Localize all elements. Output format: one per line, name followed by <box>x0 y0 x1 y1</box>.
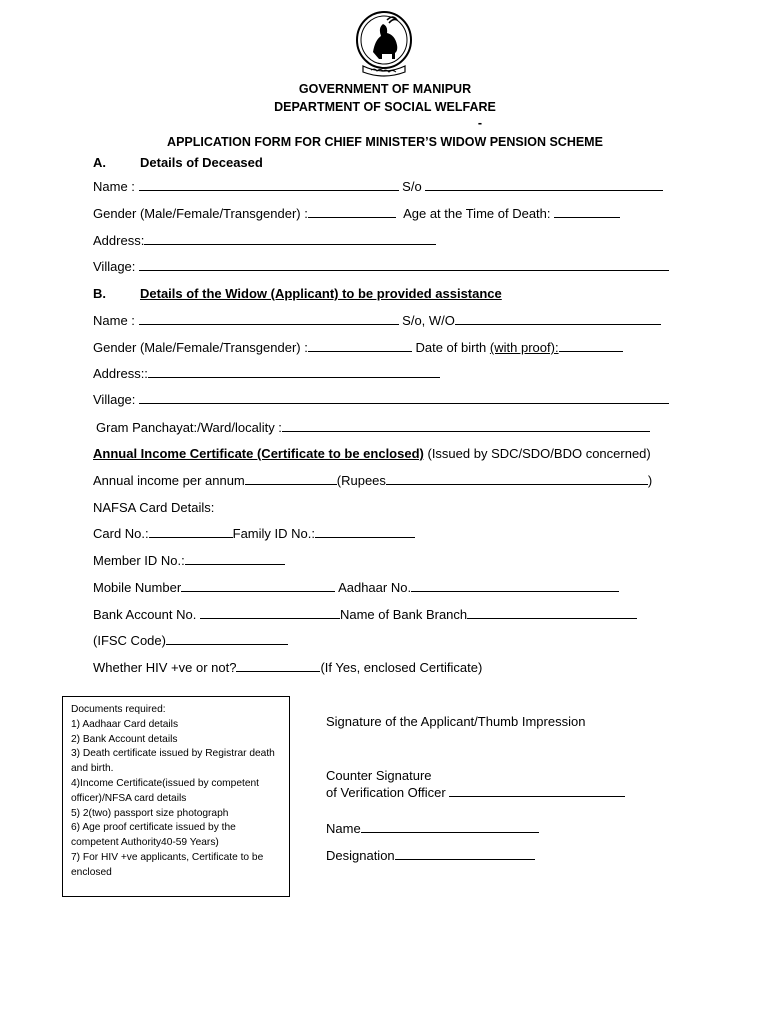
document-item: 7) For HIV +ve applicants, Certificate to be enclosed <box>71 851 264 878</box>
deceased-address-row <box>93 233 436 249</box>
annual-income-row <box>93 473 652 489</box>
annual-income-field[interactable] <box>245 473 337 485</box>
section-a-title: Details of Deceased <box>140 155 263 170</box>
widow-gender-row <box>93 340 623 356</box>
income-certificate-title: Annual Income Certificate (Certificate to be enclosed) <box>93 446 424 461</box>
government-seal-icon <box>353 8 415 80</box>
widow-dob-field[interactable] <box>559 340 623 352</box>
widow-village-field[interactable] <box>139 392 669 404</box>
bank-row <box>93 607 637 623</box>
nafsa-label: NAFSA Card Details: <box>93 500 215 515</box>
widow-name-row <box>93 313 661 329</box>
header-government: GOVERNMENT OF MANIPUR <box>298 82 472 96</box>
widow-sow-label: S/o, W/O <box>402 313 455 328</box>
widow-gender-label: Gender (Male/Female/Transgender) : <box>93 340 308 355</box>
annual-income-label: Annual income per annum <box>93 473 245 488</box>
ifsc-field[interactable] <box>166 633 288 645</box>
widow-dob-label: Date of birth <box>415 340 487 355</box>
deceased-so-label: S/o <box>402 179 422 194</box>
officer-designation-field[interactable] <box>395 848 535 860</box>
bank-account-field[interactable] <box>200 607 340 619</box>
deceased-village-label: Village: <box>93 259 136 274</box>
hiv-row <box>93 660 482 676</box>
hiv-label: Whether HIV +ve or not? <box>93 660 237 675</box>
widow-village-label: Village: <box>93 392 136 407</box>
deceased-gender-label: Gender (Male/Female/Transgender) : <box>93 206 308 221</box>
deceased-village-field[interactable] <box>139 259 669 271</box>
deceased-gender-row <box>93 206 620 222</box>
documents-required-box <box>62 696 290 897</box>
document-item: 6) Age proof certificate issued by the competent Authority40-59 Years) <box>71 822 236 849</box>
verification-officer-field[interactable] <box>449 785 625 797</box>
officer-name-label: Name <box>326 821 361 836</box>
ifsc-label: (IFSC Code) <box>93 633 166 648</box>
deceased-age-field[interactable] <box>554 206 620 218</box>
officer-designation-label: Designation <box>326 848 395 863</box>
rupees-field[interactable] <box>386 473 648 485</box>
member-id-label: Member ID No.: <box>93 553 185 568</box>
document-item: 4)Income Certificate(issued by competent officer)/NFSA card details <box>71 777 259 804</box>
member-id-field[interactable] <box>185 553 285 565</box>
deceased-address-label: Address: <box>93 233 145 248</box>
widow-gender-field[interactable] <box>308 340 412 352</box>
deceased-gender-field[interactable] <box>308 206 396 218</box>
gram-panchayat-row <box>96 420 650 436</box>
widow-sow-field[interactable] <box>455 313 661 325</box>
income-certificate-row <box>93 446 651 462</box>
widow-village-row <box>93 392 669 408</box>
verification-officer-row <box>326 785 625 801</box>
counter-signature-label: Counter Signature <box>326 768 432 783</box>
hiv-note: (If Yes, enclosed Certificate) <box>320 660 483 675</box>
widow-address-row <box>93 366 440 382</box>
aadhaar-field[interactable] <box>411 580 619 592</box>
deceased-name-label: Name : <box>93 179 135 194</box>
widow-name-field[interactable] <box>139 313 399 325</box>
widow-address-label: Address:: <box>93 366 148 381</box>
section-b-title: Details of the Widow (Applicant) to be provided assistance <box>140 286 502 301</box>
bank-account-label: Bank Account No. <box>93 607 197 622</box>
mobile-label: Mobile Number <box>93 580 182 595</box>
family-id-field[interactable] <box>315 526 415 538</box>
mobile-aadhaar-row <box>93 580 619 596</box>
deceased-address-field[interactable] <box>144 233 436 245</box>
rupees-label: (Rupees <box>336 473 386 488</box>
gram-panchayat-field[interactable] <box>282 420 650 432</box>
hiv-field[interactable] <box>236 660 320 672</box>
deceased-age-label: Age at the Time of Death: <box>403 206 551 221</box>
widow-name-label: Name : <box>93 313 135 328</box>
rupees-close: ) <box>647 473 653 488</box>
family-id-label: Family ID No.: <box>232 526 315 541</box>
document-item: 3) Death certificate issued by Registrar death and birth. <box>71 748 275 775</box>
mobile-field[interactable] <box>181 580 335 592</box>
widow-address-field[interactable] <box>148 366 440 378</box>
deceased-so-field[interactable] <box>425 179 663 191</box>
deceased-name-row <box>93 179 663 195</box>
officer-name-row <box>326 821 539 837</box>
ifsc-row <box>93 633 288 649</box>
card-no-label: Card No.: <box>93 526 149 541</box>
verification-officer-label: of Verification Officer <box>326 785 446 800</box>
card-no-field[interactable] <box>149 526 233 538</box>
document-item: 2) Bank Account details <box>71 733 178 745</box>
officer-designation-row <box>326 848 535 864</box>
header-dash: - <box>477 116 483 130</box>
officer-name-field[interactable] <box>361 821 539 833</box>
bank-branch-label: Name of Bank Branch <box>339 607 468 622</box>
section-a-letter: A. <box>93 155 106 170</box>
document-item: 1) Aadhaar Card details <box>71 718 179 730</box>
gram-panchayat-label: Gram Panchayat:/Ward/locality : <box>96 420 282 435</box>
deceased-village-row <box>93 259 669 275</box>
widow-dob-proof: (with proof): <box>489 340 559 355</box>
documents-title: Documents required: <box>71 704 166 715</box>
deceased-name-field[interactable] <box>139 179 399 191</box>
bank-branch-field[interactable] <box>467 607 637 619</box>
applicant-signature-label: Signature of the Applicant/Thumb Impression <box>326 714 586 729</box>
document-item: 5) 2(two) passport size photograph <box>71 807 229 819</box>
card-row <box>93 526 415 542</box>
member-id-row <box>93 553 285 569</box>
form-title: APPLICATION FORM FOR CHIEF MINISTER’S WIDOW PENSION SCHEME <box>167 135 603 149</box>
income-certificate-note: (Issued by SDC/SDO/BDO concerned) <box>427 446 651 461</box>
header-department: DEPARTMENT OF SOCIAL WELFARE <box>274 100 496 114</box>
aadhaar-label: Aadhaar No. <box>338 580 412 595</box>
section-b-letter: B. <box>93 286 106 301</box>
